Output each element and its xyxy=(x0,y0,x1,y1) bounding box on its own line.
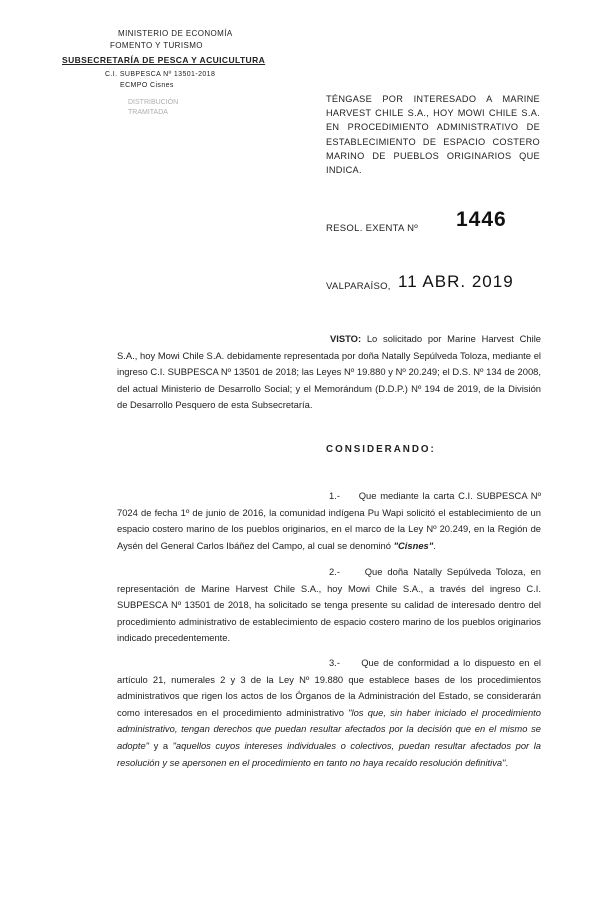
resolution-label: RESOL. EXENTA Nº xyxy=(326,223,419,234)
resolution-date: 11 ABR. 2019 xyxy=(398,272,514,291)
item-emphasis: "Cisnes" xyxy=(393,539,434,551)
subsecretaria-name: SUBSECRETARÍA DE PESCA Y ACUICULTURA xyxy=(62,55,266,65)
item-text: Que mediante la carta C.I. SUBPESCA Nº 7024 de fecha 1º de junio de 2016, la comunidad indígena Pu Wapi solicitó el establecimiento de un espacio costero marino de los pueblos originarios, en el marco de la Ley Nº 20.249, en la Región de Aysén del General Carlos Ibáñez del Campo, al cual se denominó xyxy=(117,490,542,551)
visto-label: VISTO: xyxy=(330,333,362,344)
item-mid: y a xyxy=(149,739,173,751)
item-number: 2.- xyxy=(329,566,340,577)
ministry-name: MINISTERIO DE ECONOMÍA xyxy=(118,29,233,38)
item-text: Que doña Natally Sepúlveda Toloza, en representación de Marine Harvest Chile S.A., hoy Mowi Chile S.A., a través del ingreso C.I. SUBPESCA Nº 13501 de 2018, ha solicitado se tenga presente su calidad de interesado dentro del procedimiento administrativo de establecimiento de espacio costero marino de los pueblos originarios indicado precedentemente. xyxy=(117,566,541,644)
stamp-line: DISTRIBUCIÓN xyxy=(128,99,179,106)
item-tail: . xyxy=(433,539,436,551)
visto-paragraph xyxy=(117,331,541,414)
item-number: 1.- xyxy=(329,490,340,501)
considerando-item-1 xyxy=(117,488,541,554)
item-number: 3.- xyxy=(329,657,340,668)
ministry-subtitle: FOMENTO Y TURISMO xyxy=(110,41,203,50)
considerando-heading: CONSIDERANDO: xyxy=(326,444,436,455)
item-text: Que de conformidad a lo dispuesto en el artículo 21, numerales 2 y 3 de la Ley Nº 19.880 que establece bases de los procedimientos administrativos que rigen los actos de los Órganos de la Administración del Estado, se considerarán como interesados en el procedimiento administrativo xyxy=(117,657,542,718)
place-label: VALPARAÍSO, xyxy=(326,281,391,292)
stamp-line: TRAMITADA xyxy=(128,109,168,116)
considerando-item-3 xyxy=(117,655,541,771)
visto-text: Lo solicitado por Marine Harvest Chile S.A., hoy Mowi Chile S.A. debidamente representada por doña Natally Sepúlveda Toloza, mediante el ingreso C.I. SUBPESCA Nº 13501 de 2018; las Leyes Nº 19.880 y Nº 20.249; el D.S. Nº 134 de 2008, del actual Ministerio de Desarrollo Social; y el Memorándum (D.D.P.) Nº 194 de 2019, de la División de Desarrollo Pesquero de esta Subsecretaría. xyxy=(117,333,541,411)
reference-code: C.I. SUBPESCA Nº 13501-2018 xyxy=(105,71,216,78)
resolution-number: 1446 xyxy=(456,208,507,231)
item-quote-2: "aquellos cuyos intereses individuales o colectivos, puedan resultar afectados por la resolución y se apersonen en el procedimiento en tanto no haya recaído resolución definitiva" xyxy=(117,739,542,768)
reference-location: ECMPO Cisnes xyxy=(120,82,174,89)
distribution-stamp xyxy=(128,98,224,150)
item-tail: . xyxy=(505,756,509,768)
considerando-item-2 xyxy=(117,564,541,647)
document-title: TÉNGASE POR INTERESADO A MARINE HARVEST CHILE S.A., HOY MOWI CHILE S.A. EN PROCEDIMIENTO ADMINISTRATIVO DE ESTABLECIMIENTO DE ESPACIO COSTERO MARINO DE PUEBLOS ORIGINARIOS QUE INDICA. xyxy=(326,94,540,176)
item-quote-1: "los que, sin haber iniciado el procedimiento administrativo, tengan derechos que puedan resultar afectados por la decisión que en el mismo se adopte" xyxy=(117,706,541,751)
